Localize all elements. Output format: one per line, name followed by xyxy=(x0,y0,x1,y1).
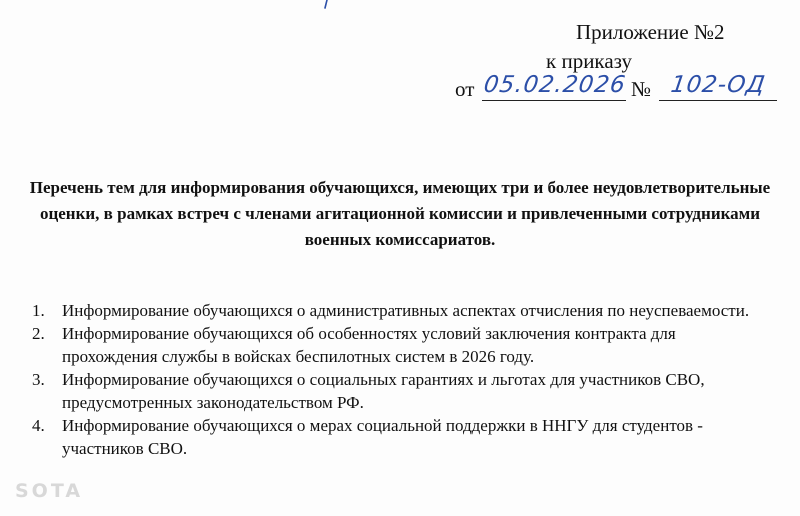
appendix-header xyxy=(0,0,800,110)
appendix-title: Приложение №2 xyxy=(576,20,725,44)
number-sign: № xyxy=(631,77,652,101)
list-item-text: Информирование обучающихся об особенностях условий заключения контракта для прохождения службы в войсках беспилотных систем в 2026 году. xyxy=(62,324,676,366)
appendix-order-label: к приказу xyxy=(546,49,632,73)
list-item-number: 1. xyxy=(32,301,45,320)
list-item-number: 2. xyxy=(32,324,45,343)
number-field xyxy=(659,74,777,101)
list-item xyxy=(22,368,762,414)
topic-list xyxy=(22,299,762,460)
list-item-text: Информирование обучающихся о социальных гарантиях и льготах для участников СВО, предусмотренных законодательством РФ. xyxy=(62,370,705,412)
list-item-number: 4. xyxy=(32,416,45,435)
watermark-logo: SOTA xyxy=(15,480,84,502)
handwritten-number: 102-ОД xyxy=(669,72,768,98)
list-item xyxy=(22,299,762,322)
list-item-number: 3. xyxy=(32,370,45,389)
list-item-text: Информирование обучающихся о административных аспектах отчисления по неуспеваемости. xyxy=(62,301,750,320)
list-item-text: Информирование обучающихся о мерах социальной поддержки в ННГУ для студентов - участников СВО. xyxy=(62,416,703,458)
date-field xyxy=(482,74,626,101)
document-title: Перечень тем для информирования обучающихся, имеющих три и более неудовлетворительные оценки, в рамках встреч с членами агитационной комиссии и привлеченными сотрудниками военных комиссариатов. xyxy=(29,178,771,249)
list-item xyxy=(22,414,762,460)
from-label: от xyxy=(455,77,475,101)
handwritten-date: 05.02.2026 xyxy=(482,72,628,98)
appendix-date-number-line xyxy=(455,74,785,104)
list-item xyxy=(22,322,762,368)
